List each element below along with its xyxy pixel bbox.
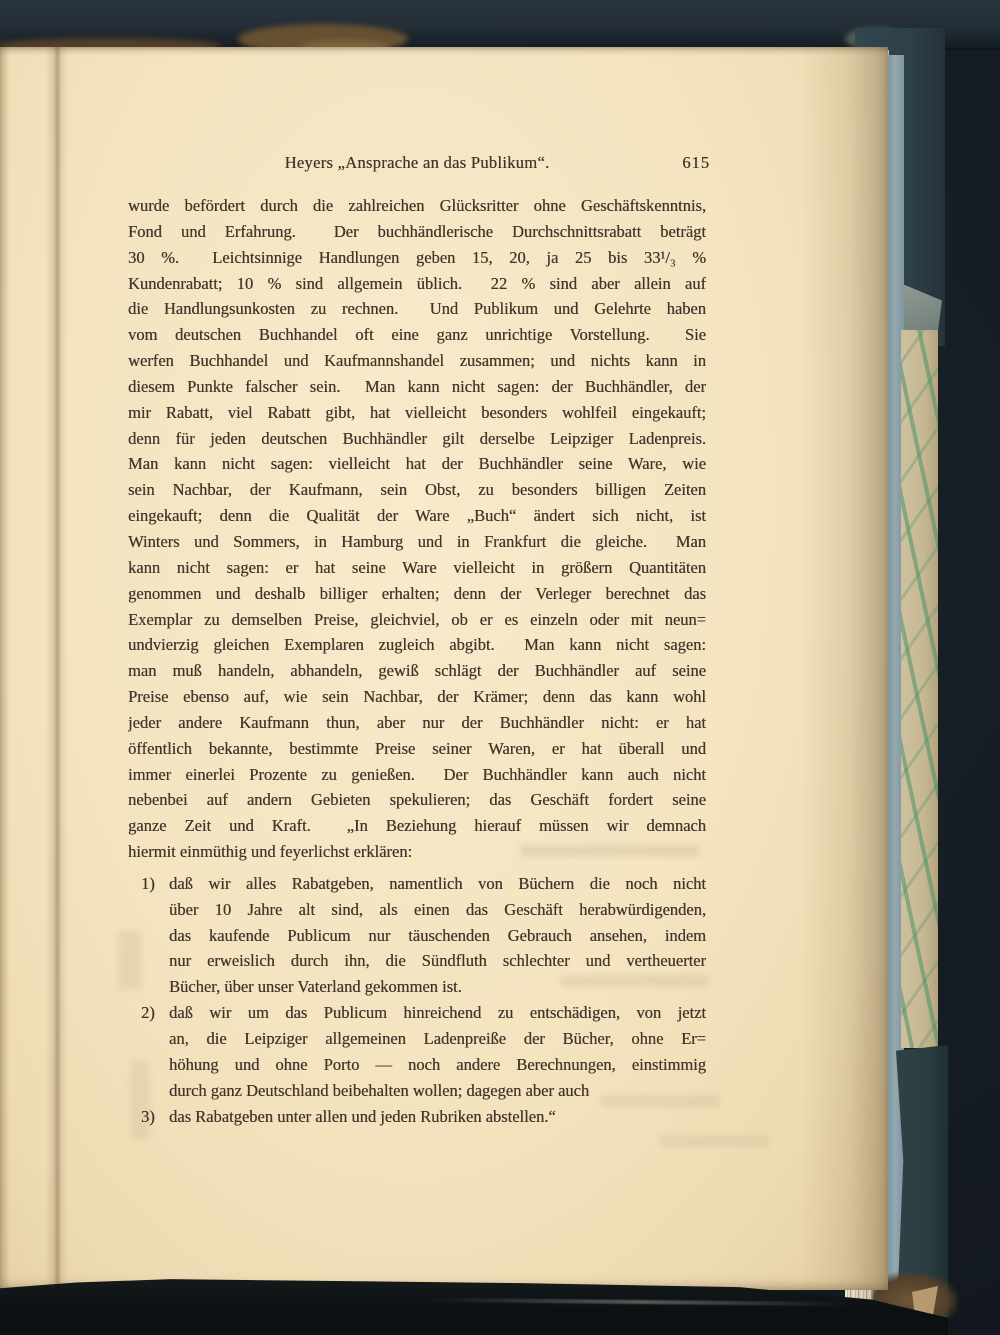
text-line: 30 %. Leichtsinnige Handlungen geben 15, 20, ja 25 bis 33¹/₃ % <box>128 247 706 267</box>
text-line: Man kann nicht sagen: vielleicht hat der Buchhändler seine Ware, wie <box>128 454 706 474</box>
page-text-block <box>128 152 710 1129</box>
text-line: Kundenrabatt; 10 % sind allgemein üblich. 22 % sind aber allein auf <box>128 273 706 293</box>
text-line: man muß handeln, abhandeln, gewiß schlägt der Buchhändler auf seine <box>128 661 706 681</box>
page-curve-shadow <box>800 47 888 1290</box>
text-line: durch ganz Deutschland beibehalten wollen; dagegen aber auch <box>169 1080 590 1100</box>
running-header <box>128 152 710 176</box>
text-line: eingekauft; denn die Qualität der Ware „Buch“ ändert sich nicht, ist <box>128 506 706 526</box>
running-header-title: Heyers „Ansprache an das Publikum“. <box>284 153 550 172</box>
text-line: hiermit einmüthig und feyerlichst erklären: <box>128 842 413 862</box>
list-item-number: 1) <box>141 873 155 893</box>
text-line: kann nicht sagen: er hat seine Ware vielleicht in größern Quantitäten <box>128 557 706 577</box>
text-line: daß wir um das Publicum hinreichend zu entschädigen, von jetzt <box>169 1003 706 1023</box>
text-line: die Handlungsunkosten zu rechnen. Und Publikum und Gelehrte haben <box>128 299 706 319</box>
text-line: öffentlich bekannte, bestimmte Preise seiner Waren, er hat überall und <box>128 738 706 758</box>
text-line: über 10 Jahre alt sind, als einen das Geschäft herabwürdigenden, <box>169 899 706 919</box>
text-line: nebenbei auf andern Gebieten spekulieren; das Geschäft fordert seine <box>128 790 706 810</box>
facing-page-edge <box>0 47 10 1290</box>
text-line: Winters und Sommers, in Hamburg und in Frankfurt die gleiche. Man <box>128 531 706 551</box>
text-line: undvierzig gleichen Exemplaren zugleich abgibt. Man kann nicht sagen: <box>128 635 706 655</box>
text-line: höhung und ohne Porto — noch andere Berechnungen, einstimmig <box>169 1054 706 1074</box>
text-line: Preise ebenso auf, wie sein Nachbar, der Krämer; denn das kann wohl <box>128 687 706 707</box>
list-item <box>128 1000 706 1103</box>
list-item <box>128 1104 706 1130</box>
text-line: genommen und deshalb billiger erhalten; denn der Verleger berechnet das <box>128 583 706 603</box>
text-line: das kaufende Publicum nur täuschenden Gebrauch ansehen, indem <box>169 925 706 945</box>
numbered-list <box>128 871 706 1129</box>
gutter-shadow <box>46 47 68 1290</box>
list-item-number: 3) <box>141 1106 155 1126</box>
text-line: mir Rabatt, viel Rabatt gibt, hat vielleicht besonders wohlfeil eingekauft; <box>128 402 706 422</box>
text-line: denn für jeden deutschen Buchhändler gilt derselbe Leipziger Ladenpreis. <box>128 428 706 448</box>
text-line: nur erweislich durch ihn, die Sündfluth schlechter und vertheuerter <box>169 951 706 971</box>
text-line: vom deutschen Buchhandel oft eine ganz unrichtige Vorstellung. Sie <box>128 325 706 345</box>
text-line: Exemplar zu demselben Preise, gleichviel, ob er es einzeln oder mit neun= <box>128 609 706 629</box>
text-line: immer einerlei Prozente zu genießen. Der Buchhändler kann auch nicht <box>128 764 706 784</box>
text-line: ganze Zeit und Kraft. „In Beziehung hierauf müssen wir demnach <box>128 816 706 836</box>
list-item <box>128 871 706 1000</box>
show-through-mark <box>660 1135 770 1147</box>
text-line: diesem Punkte falscher sein. Man kann nicht sagen: der Buchhändler, der <box>128 376 706 396</box>
text-line: daß wir alles Rabatgeben, namentlich von Büchern die noch nicht <box>169 873 706 893</box>
text-line: an, die Leipziger allgemeinen Ladenpreiße der Bücher, ohne Er= <box>169 1029 706 1048</box>
text-line: werfen Buchhandel und Kaufmannshandel zusammen; und nichts kann in <box>128 351 706 371</box>
text-line: Bücher, über unser Vaterland gekommen ist. <box>169 977 462 997</box>
list-item-number: 2) <box>141 1003 155 1023</box>
body-paragraph <box>128 193 706 865</box>
text-line: das Rabatgeben unter allen und jeden Rubriken abstellen.“ <box>169 1106 556 1126</box>
marbled-board-paper <box>901 330 938 1048</box>
text-line: Fond und Erfahrung. Der buchhändlerische Durchschnittsrabatt beträgt <box>128 221 706 241</box>
text-line: sein Nachbar, der Kaufmann, sein Obst, zu besonders billigen Zeiten <box>128 480 706 500</box>
text-line: wurde befördert durch die zahlreichen Glücksritter ohne Geschäftskenntnis, <box>128 196 706 215</box>
text-line: jeder andere Kaufmann thun, aber nur der Buchhändler nicht: er hat <box>128 712 706 732</box>
page-number: 615 <box>682 153 710 172</box>
